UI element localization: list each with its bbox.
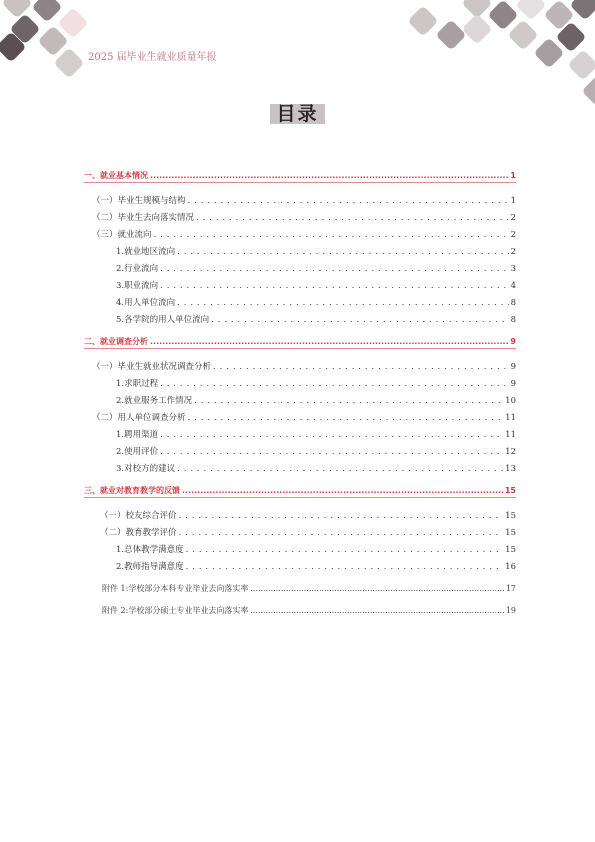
toc-section-1[interactable]: 一、就业基本情况 ..... 1: [84, 170, 516, 181]
toc-subsection[interactable]: （一）毕业生就业状况调查分析 . . . 9: [92, 360, 516, 372]
toc-appendix-1[interactable]: 附件 1:学校部分本科专业毕业去向落实率 ..... 17: [102, 583, 516, 594]
toc-section-2[interactable]: 二、就业调查分析 ..... 9: [84, 336, 516, 347]
toc-subsection[interactable]: （一）校友综合评价 . . . 15: [100, 509, 516, 521]
toc-item[interactable]: 2.教师指导满意度 . . . 16: [116, 560, 516, 572]
toc-item[interactable]: 1.总体教学满意度 . . . 15: [116, 543, 516, 555]
toc-subsection[interactable]: （一）毕业生规模与结构 . . . 1: [92, 194, 516, 206]
toc-subsection[interactable]: （三）就业流向 . . . 2: [92, 228, 516, 240]
toc-item[interactable]: 1.聘用渠道 . . . 11: [116, 428, 516, 440]
toc-title: 目录: [270, 104, 324, 124]
toc-subsection[interactable]: （二）毕业生去向落实情况 . . . 2: [92, 211, 516, 223]
toc-item[interactable]: 5.各学院的用人单位流向 . . . 8: [116, 313, 516, 325]
toc-item[interactable]: 3.对校方的建议 . . . 13: [116, 462, 516, 474]
report-header-title: 2025 届毕业生就业质量年报: [88, 52, 217, 63]
toc-subsection[interactable]: （二）用人单位调查分析 . . . 11: [92, 411, 516, 423]
toc-appendix-2[interactable]: 附件 2:学校部分硕士专业毕业去向落实率 ..... 19: [102, 605, 516, 616]
divider: [84, 497, 516, 498]
toc-item[interactable]: 1.就业地区流向 . . . 2: [116, 245, 516, 257]
toc-subsection[interactable]: （二）教育教学评价 . . . 15: [100, 526, 516, 538]
toc-item[interactable]: 2.就业服务工作情况 . . . 10: [116, 394, 516, 406]
toc-item[interactable]: 1.求职过程 . . . 9: [116, 377, 516, 389]
toc-item[interactable]: 2.使用评价 . . . 12: [116, 445, 516, 457]
toc-section-3[interactable]: 三、就业对教育教学的反馈 ..... 15: [84, 485, 516, 496]
divider: [84, 348, 516, 349]
toc-item[interactable]: 2.行业流向 . . . 3: [116, 262, 516, 274]
toc-item[interactable]: 3.职业流向 . . . 4: [116, 279, 516, 291]
divider: [84, 182, 516, 183]
toc-item[interactable]: 4.用人单位流向 . . . 8: [116, 296, 516, 308]
